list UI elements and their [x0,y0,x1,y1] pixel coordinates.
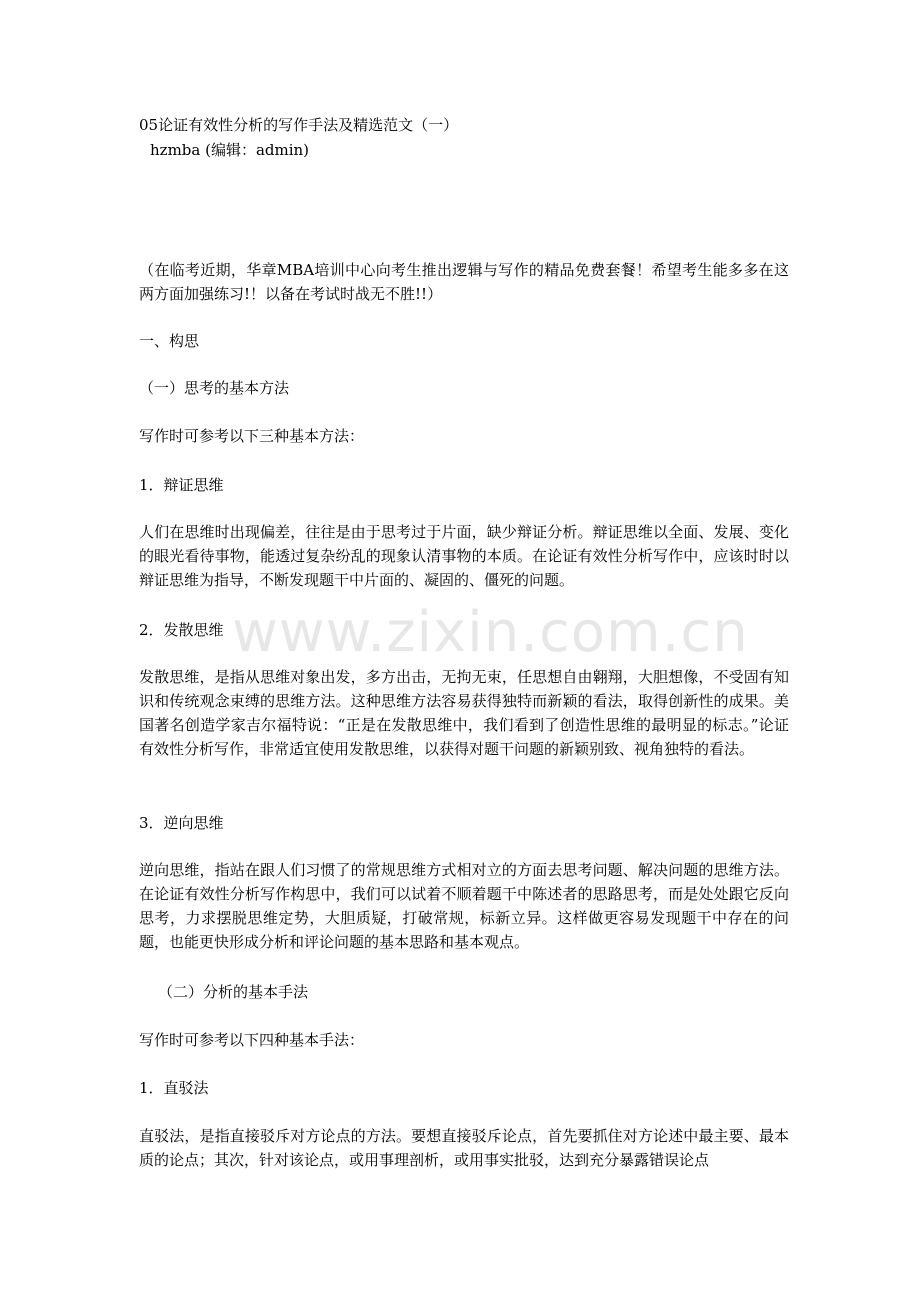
lead-sentence-three-methods: 写作时可参考以下三种基本方法： [139,427,365,445]
intro-paragraph: （在临考近期，华章MBA培训中心向考生推出逻辑与写作的精品免费套餐！希望考生能多多在这两方面加强练习!！以备在考试时战无不胜!!） [139,261,789,303]
item-heading-direct-refutation: 1．直驳法 [139,1079,209,1097]
author-byline: hzmba (编辑：admin) [150,141,310,159]
item-body-dialectical: 人们在思维时出现偏差，往往是由于思考过于片面，缺少辩证分析。辩证思维以全面、发展、变化的眼光看待事物，能透过复杂纷乱的现象认清事物的本质。在论证有效性分析写作中，应该时时以辩证思维为指导，不断发现题干中片面的、凝固的、僵死的问题。 [139,523,789,589]
lead-sentence-four-methods: 写作时可参考以下四种基本手法： [139,1031,365,1049]
section-heading-conception: 一、构思 [139,332,200,350]
item-heading-reverse: 3．逆向思维 [139,814,224,832]
item-body-divergent: 发散思维，是指从思维对象出发，多方出击，无拘无束，任思想自由翱翔，大胆想像，不受固有知识和传统观念束缚的思维方法。这种思维方法容易获得独特而新颖的看法，取得创新性的成果。美国著名创造学家吉尔福特说：“正是在发散思维中，我们看到了创造性思维的最明显的标志。”论证有效性分析写作，非常适宜使用发散思维，以获得对题干问题的新颖别致、视角独特的看法。 [139,668,789,758]
item-body-direct-refutation: 直驳法，是指直接驳斥对方论点的方法。要想直接驳斥论点，首先要抓住对方论述中最主要、最本质的论点；其次，针对该论点，或用事理剖析，或用事实批驳，达到充分暴露错误论点 [139,1127,789,1169]
watermark: www.zixin.com.cn [232,600,749,665]
subsection-heading-analysis-methods: （二）分析的基本手法 [158,983,309,1001]
document-title: 05论证有效性分析的写作手法及精选范文（一） [139,116,459,134]
item-heading-divergent: 2．发散思维 [139,621,224,639]
item-body-reverse: 逆向思维，指站在跟人们习惯了的常规思维方式相对立的方面去思考问题、解决问题的思维方法。在论证有效性分析写作构思中，我们可以试着不顺着题干中陈述者的思路思考，而是处处跟它反向思考，力求摆脱思维定势，大胆质疑，打破常规，标新立异。这样做更容易发现题干中存在的问题，也能更快形成分析和评论问题的基本思路和基本观点。 [139,861,789,951]
subsection-heading-thinking-methods: （一）思考的基本方法 [139,379,290,397]
item-heading-dialectical: 1．辩证思维 [139,476,224,494]
